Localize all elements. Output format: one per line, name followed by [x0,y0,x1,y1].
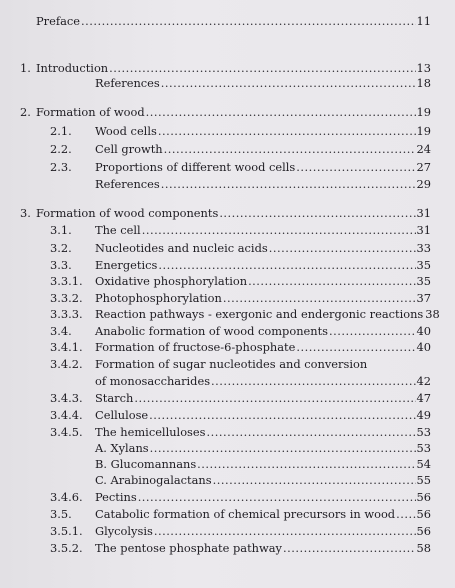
toc-entry-page: 40 [416,340,431,354]
toc-entry [0,489,455,505]
toc-entry-title: Formation of wood components [36,206,219,220]
toc-entry-title: The hemicelluloses [95,425,206,439]
toc-entry-number: 1. [20,61,31,75]
toc-entry-number: 2. [20,105,31,119]
toc-entry-page: 24 [416,142,431,156]
toc-entry [0,356,455,372]
toc-entry-title: Wood cells [95,124,157,138]
toc-entry-number: 3.1. [50,223,72,237]
toc-entry [0,407,455,423]
toc-entry-page: 31 [416,206,431,220]
toc-entry-number: 3.5.1. [50,524,83,538]
toc-entry-page: 55 [416,473,431,487]
toc-entry-title: References [95,177,160,191]
toc-entry [0,205,455,221]
toc-entry [0,222,455,238]
toc-entry [0,390,455,406]
toc-entry-page: 42 [416,374,431,388]
dot-leader [197,456,415,472]
toc-entry-number: 2.2. [50,142,72,156]
toc-entry [0,123,455,139]
toc-entry-page: 53 [416,441,431,455]
toc-entry-number: 3.4.4. [50,408,83,422]
dot-leader [248,273,415,289]
toc-entry [0,523,455,539]
dot-leader [211,373,415,389]
toc-entry-title: Anabolic formation of wood components [95,324,329,338]
toc-entry-title: References [95,76,160,90]
toc-entry-title: Starch [95,391,134,405]
toc-entry [0,506,455,522]
toc-entry-title: Photophosphorylation [95,291,222,305]
dot-leader [207,424,416,440]
toc-entry-title: The cell [95,223,141,237]
dot-leader [158,123,416,139]
toc-entry-page: 37 [416,291,431,305]
dot-leader [329,323,415,339]
toc-entry [0,339,455,355]
toc-entry-number: 3.4.1. [50,340,83,354]
toc-entry-number: 2.3. [50,160,72,174]
toc-entry-title: B. Glucomannans [95,457,197,471]
toc-entry-number: 3.4.6. [50,490,83,504]
toc-entry-title: Reaction pathways - exergonic and endergonic reactions [95,307,424,321]
toc-entry-page: 35 [416,258,431,272]
toc-entry-title: Cellulose [95,408,149,422]
dot-leader [154,523,416,539]
toc-entry-title: Glycolysis [95,524,153,538]
dot-leader [213,472,416,488]
toc-entry-page: 40 [416,324,431,338]
toc-entry-page: 31 [416,223,431,237]
toc-entry-page: 18 [416,76,431,90]
dot-leader [296,339,415,355]
dot-leader [219,205,415,221]
dot-leader [142,222,416,238]
dot-leader [269,240,416,256]
toc-entry [0,472,455,488]
dot-leader [149,407,415,423]
toc-entry-number: 3.2. [50,241,72,255]
dot-leader [158,257,415,273]
toc-entry-page: 13 [416,61,431,75]
toc-entry-number: 3.4.3. [50,391,83,405]
toc-entry [0,141,455,157]
toc-entry-page: 47 [416,391,431,405]
toc-entry-number: 3.4.2. [50,357,83,371]
dot-leader [138,489,416,505]
toc-entry-title: Introduction [36,61,109,75]
toc-entry-title: Pectins [95,490,137,504]
toc-entry-title: Energetics [95,258,158,272]
toc-entry-page: 35 [416,274,431,288]
toc-entry [0,424,455,440]
toc-entry [0,456,455,472]
toc-entry-title: Proportions of different wood cells [95,160,296,174]
toc-entry-page: 54 [416,457,431,471]
dot-leader [223,290,416,306]
dot-leader [296,159,415,175]
dot-leader [134,390,415,406]
toc-entry-number: 2.1. [50,124,72,138]
toc-entry-page: 56 [416,507,431,521]
toc-entry-title: Oxidative phosphorylation [95,274,248,288]
toc-entry-page: 56 [416,524,431,538]
toc-entry [0,104,455,120]
dot-leader [109,60,415,76]
toc-entry-title: Catabolic formation of chemical precursors in wood [95,507,396,521]
toc-entry-title: Cell growth [95,142,163,156]
toc-entry [0,13,455,29]
dot-leader [81,13,416,29]
toc-entry-number: 3.5.2. [50,541,83,555]
toc-entry-title: The pentose phosphate pathway [95,541,282,555]
toc-entry-page: 27 [416,160,431,174]
toc-entry [0,159,455,175]
dot-leader [161,75,416,91]
toc-entry-title: Preface [36,14,80,28]
toc-entry-title: Formation of sugar nucleotides and conversion [95,357,368,371]
dot-leader [150,440,416,456]
toc-entry [0,240,455,256]
toc-entry-title: A. Xylans [95,441,149,455]
dot-leader [164,141,416,157]
toc-entry-number: 3.3.3. [50,307,83,321]
toc-entry-page: 19 [416,105,431,119]
toc-entry-page: 38 [425,307,440,321]
dot-leader [396,506,415,522]
toc-entry-continuation [0,373,455,389]
toc-entry-number: 3.3.1. [50,274,83,288]
toc-entry-page: 56 [416,490,431,504]
toc-entry-page: 29 [416,177,431,191]
toc-entry-title: Nucleotides and nucleic acids [95,241,268,255]
toc-entry [0,176,455,192]
toc-entry-number: 3.3. [50,258,72,272]
toc-entry-title-continuation: of monosaccharides [95,374,211,388]
dot-leader [146,104,416,120]
toc-entry-title: Formation of wood [36,105,145,119]
toc-entry [0,257,455,273]
toc-entry [0,75,455,91]
toc-entry [0,540,455,556]
toc-entry-page: 11 [416,14,431,28]
toc-entry [0,323,455,339]
toc-entry [0,273,455,289]
toc-entry-page: 58 [416,541,431,555]
toc-entry-number: 3.3.2. [50,291,83,305]
toc-entry-number: 3.4. [50,324,72,338]
toc-entry-number: 3. [20,206,31,220]
toc-entry-page: 19 [416,124,431,138]
toc-entry-title: Formation of fructose-6-phosphate [95,340,296,354]
toc-entry [0,60,455,76]
toc-entry-number: 3.4.5. [50,425,83,439]
toc-entry-page: 33 [416,241,431,255]
toc-entry [0,440,455,456]
toc-entry [0,290,455,306]
dot-leader [161,176,416,192]
toc-entry-title: C. Arabinogalactans [95,473,212,487]
dot-leader [283,540,416,556]
toc-entry-page: 49 [416,408,431,422]
toc-entry-page: 53 [416,425,431,439]
toc-entry [0,306,455,322]
toc-entry-number: 3.5. [50,507,72,521]
